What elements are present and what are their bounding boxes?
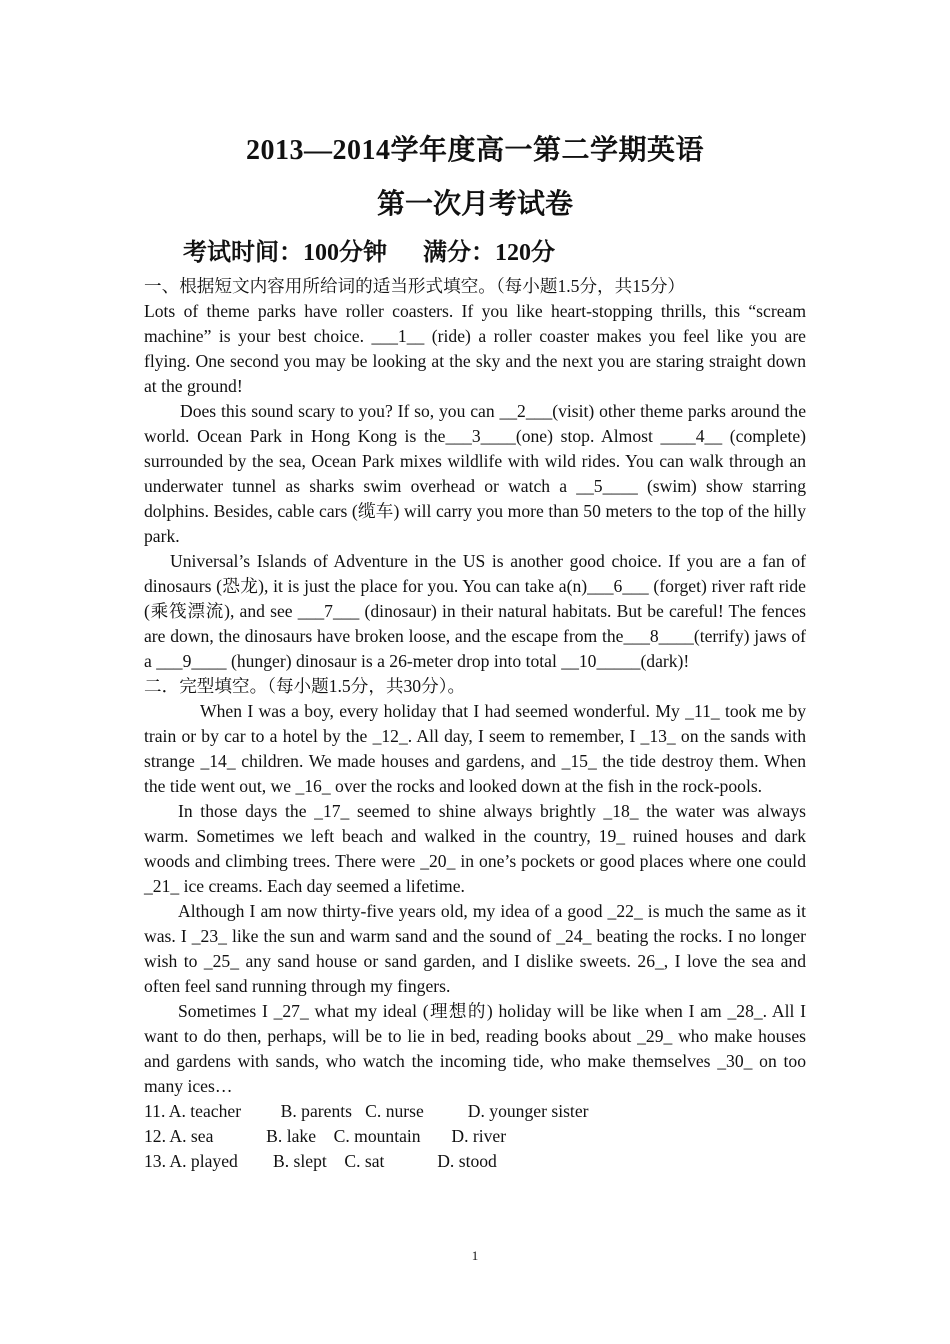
section1-paragraph-2: Does this sound scary to you? If so, you can __2___(visit) other theme parks around the world. Ocean Park in Hong Kong is the___3____(one) stop. Almost ____4__ (complete) surrounded by the sea, Ocean Park mixes wildlife with wild rides. You can walk through an underwater tunnel as sharks swim overhead or watch a __5____ (swim) show starring dolphins. Besides, cable cars (缆车) will carry you more than 50 meters to the top of the hilly park.	[144, 401, 806, 546]
exam-title-line1: 2013—2014学年度高一第二学期英语	[245, 135, 704, 166]
section2-paragraph-1: When I was a boy, every holiday that I had seemed wonderful. My _11_ took me by train or by car to a hotel by the _12_. All day, I seem to remember, I _13_ on the sands with strange _14_ children. We made houses and gardens, and _15_ the tide destroy them. When the tide went out, we _16_ over the rocks and looked down at the fish in the rock-pools.	[144, 701, 806, 796]
exam-time-label: 考试时间：100分钟	[183, 240, 387, 266]
section1-heading: 一、根据短文内容用所给词的适当形式填空。（每小题1.5分，共15分）	[144, 276, 686, 296]
section1-paragraph-1: Lots of theme parks have roller coasters. If you like heart-stopping thrills, this “scream machine” is your best choice. ___1__ (ride) a roller coaster makes you feel like you are flying. One second you may be looking at the sky and the next you are staring straight down at the ground!	[144, 301, 806, 396]
option-row-13: 13. A. played B. slept C. sat D. stood	[144, 1151, 497, 1171]
section2-paragraph-3: Although I am now thirty-five years old, my idea of a good _22_ is much the same as it was. I _23_ like the sun and warm sand and the sound of _24_ beating the rocks. I no longer wish to _25_ any sand house or sand garden, and I dislike sweets. 26_, I love the sea and often feel sand running through my fingers.	[144, 901, 806, 996]
exam-title-line2: 第一次月考试卷	[376, 189, 573, 220]
section2-paragraph-2: In those days the _17_ seemed to shine always brightly _18_ the water was always warm. Sometimes we left beach and walked in the country, 19_ ruined houses and dark woods and climbing trees. There were _20_ in one’s pockets or good places where one could _21_ ice creams. Each day seemed a lifetime.	[144, 801, 806, 896]
section2-paragraph-4: Sometimes I _27_ what my ideal (理想的) holiday will be like when I am _28_. All I want to do then, perhaps, will be to lie in bed, reading books about _29_ who make houses and gardens with sands, who watch the incoming tide, who make themselves _30_ on too many ices…	[144, 1001, 806, 1096]
option-row-11: 11. A. teacher B. parents C. nurse D. younger sister	[144, 1101, 589, 1121]
exam-meta	[183, 232, 555, 267]
option-row-12: 12. A. sea B. lake C. mountain D. river	[144, 1126, 507, 1146]
section2-heading: 二．完型填空。（每小题1.5分，共30分）。	[144, 676, 466, 696]
section1-paragraph-3: Universal’s Islands of Adventure in the US is another good choice. If you are a fan of dinosaurs (恐龙), it is just the place for you. You can take a(n)___6___ (forget) river raft ride (乘筏漂流), and see ___7___ (dinosaur) in their natural habitats. But be careful! The fences are down, the dinosaurs have broken loose, and the escape from the___8____(terrify) jaws of a ___9____ (hunger) dinosaur is a 26-meter drop into total __10_____(dark)!	[144, 551, 806, 671]
page-number: 1	[471, 1248, 479, 1263]
exam-score-label: 满分：120分	[423, 240, 555, 266]
exam-content	[144, 274, 806, 1174]
